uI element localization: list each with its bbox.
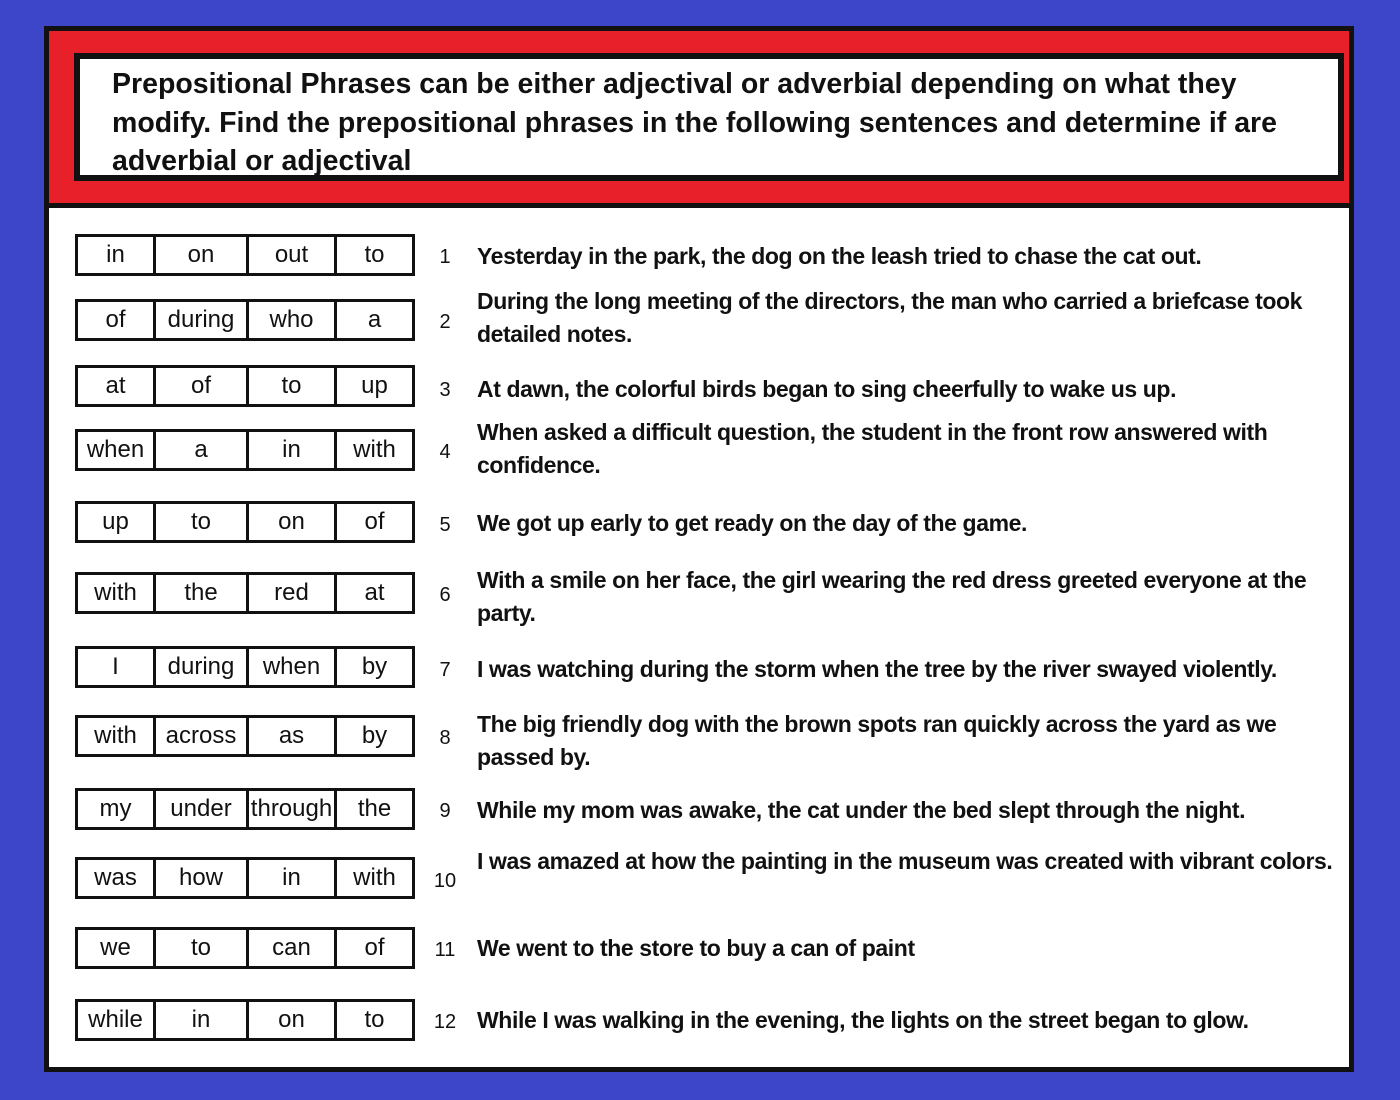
- word-choice[interactable]: red: [246, 575, 334, 611]
- word-choice[interactable]: to: [153, 504, 246, 540]
- word-choice[interactable]: on: [246, 1002, 334, 1038]
- word-choice[interactable]: up: [102, 508, 129, 535]
- word-choice[interactable]: with: [94, 579, 137, 606]
- question-number: 3: [439, 379, 451, 401]
- word-choices: [75, 857, 415, 899]
- word-choice[interactable]: in: [246, 432, 334, 468]
- word-choice[interactable]: through: [246, 791, 334, 827]
- word-choice[interactable]: with: [334, 860, 412, 896]
- word-choice[interactable]: in: [246, 860, 334, 896]
- word-choice[interactable]: a: [153, 432, 246, 468]
- question-number: 9: [439, 800, 451, 822]
- word-choices: [75, 927, 415, 969]
- word-choice[interactable]: on: [246, 504, 334, 540]
- question-sentence: When asked a difficult question, the student in the front row answered with confidence.: [477, 419, 1268, 478]
- word-choice[interactable]: as: [246, 718, 334, 754]
- exercise-list: [49, 31, 1349, 1067]
- question-number: 10: [433, 870, 457, 892]
- question-sentence: I was watching during the storm when the tree by the river swayed violently.: [477, 656, 1277, 682]
- word-choice[interactable]: was: [94, 864, 137, 891]
- word-choices: [75, 429, 415, 471]
- question-sentence: While I was walking in the evening, the lights on the street began to glow.: [477, 1007, 1249, 1033]
- word-choice[interactable]: to: [246, 368, 334, 404]
- word-choices: [75, 299, 415, 341]
- word-choice[interactable]: in: [106, 241, 125, 268]
- word-choice[interactable]: I: [112, 653, 119, 680]
- word-choice[interactable]: up: [334, 368, 412, 404]
- word-choices: [75, 788, 415, 830]
- word-choice[interactable]: to: [334, 237, 412, 273]
- word-choice[interactable]: at: [334, 575, 412, 611]
- word-choice[interactable]: in: [153, 1002, 246, 1038]
- question-number: 11: [434, 939, 456, 961]
- word-choices: [75, 501, 415, 543]
- word-choices: [75, 715, 415, 757]
- question-sentence: We went to the store to buy a can of paint: [477, 935, 915, 961]
- word-choice[interactable]: at: [105, 372, 126, 399]
- question-number: 4: [439, 441, 451, 463]
- word-choices: [75, 999, 415, 1041]
- question-sentence: I was amazed at how the painting in the museum was created with vibrant colors.: [477, 848, 1333, 874]
- word-choice[interactable]: with: [94, 722, 137, 749]
- question-sentence: With a smile on her face, the girl wearing the red dress greeted everyone at the party.: [477, 567, 1307, 626]
- question-sentence: During the long meeting of the directors, the man who carried a briefcase took detailed notes.: [477, 288, 1303, 347]
- word-choice[interactable]: a: [334, 302, 412, 338]
- question-number: 8: [439, 727, 451, 749]
- word-choice[interactable]: of: [334, 930, 412, 966]
- question-sentence: The big friendly dog with the brown spots ran quickly across the yard as we passed by.: [477, 711, 1277, 770]
- word-choice[interactable]: with: [334, 432, 412, 468]
- instructions-text: Prepositional Phrases can be either adjectival or adverbial depending on what they modify. Find the prepositional phrases in the following sentences and determine if are adverbial or adjectival: [74, 53, 1344, 181]
- word-choice[interactable]: the: [153, 575, 246, 611]
- word-choice[interactable]: my: [99, 795, 132, 822]
- word-choice[interactable]: during: [153, 302, 246, 338]
- word-choice[interactable]: during: [153, 649, 246, 685]
- word-choice[interactable]: of: [105, 306, 126, 333]
- word-choice[interactable]: to: [334, 1002, 412, 1038]
- question-number: 2: [439, 311, 451, 333]
- word-choice[interactable]: of: [334, 504, 412, 540]
- word-choice[interactable]: when: [246, 649, 334, 685]
- word-choice[interactable]: by: [334, 649, 412, 685]
- word-choice[interactable]: the: [334, 791, 412, 827]
- word-choice[interactable]: under: [153, 791, 246, 827]
- question-sentence: Yesterday in the park, the dog on the leash tried to chase the cat out.: [477, 243, 1202, 269]
- question-number: 12: [433, 1011, 457, 1033]
- question-sentence: While my mom was awake, the cat under the bed slept through the night.: [477, 797, 1246, 823]
- question-number: 7: [439, 659, 451, 681]
- word-choice[interactable]: while: [88, 1006, 143, 1033]
- question-number: 1: [439, 246, 451, 268]
- word-choices: [75, 572, 415, 614]
- word-choice[interactable]: to: [153, 930, 246, 966]
- word-choices: [75, 646, 415, 688]
- word-choice[interactable]: by: [334, 718, 412, 754]
- question-number: 5: [439, 514, 451, 536]
- word-choice[interactable]: can: [246, 930, 334, 966]
- question-sentence: We got up early to get ready on the day of the game.: [477, 510, 1028, 536]
- question-sentence: At dawn, the colorful birds began to sing cheerfully to wake us up.: [477, 376, 1177, 402]
- word-choice[interactable]: when: [86, 436, 145, 463]
- word-choice[interactable]: on: [153, 237, 246, 273]
- word-choice[interactable]: who: [246, 302, 334, 338]
- worksheet-frame: [44, 26, 1354, 1072]
- word-choices: [75, 234, 415, 276]
- word-choice[interactable]: how: [153, 860, 246, 896]
- word-choice[interactable]: out: [246, 237, 334, 273]
- question-number: 6: [439, 584, 451, 606]
- word-choice[interactable]: of: [153, 368, 246, 404]
- word-choice[interactable]: we: [100, 934, 131, 961]
- word-choices: [75, 365, 415, 407]
- word-choice[interactable]: across: [153, 718, 246, 754]
